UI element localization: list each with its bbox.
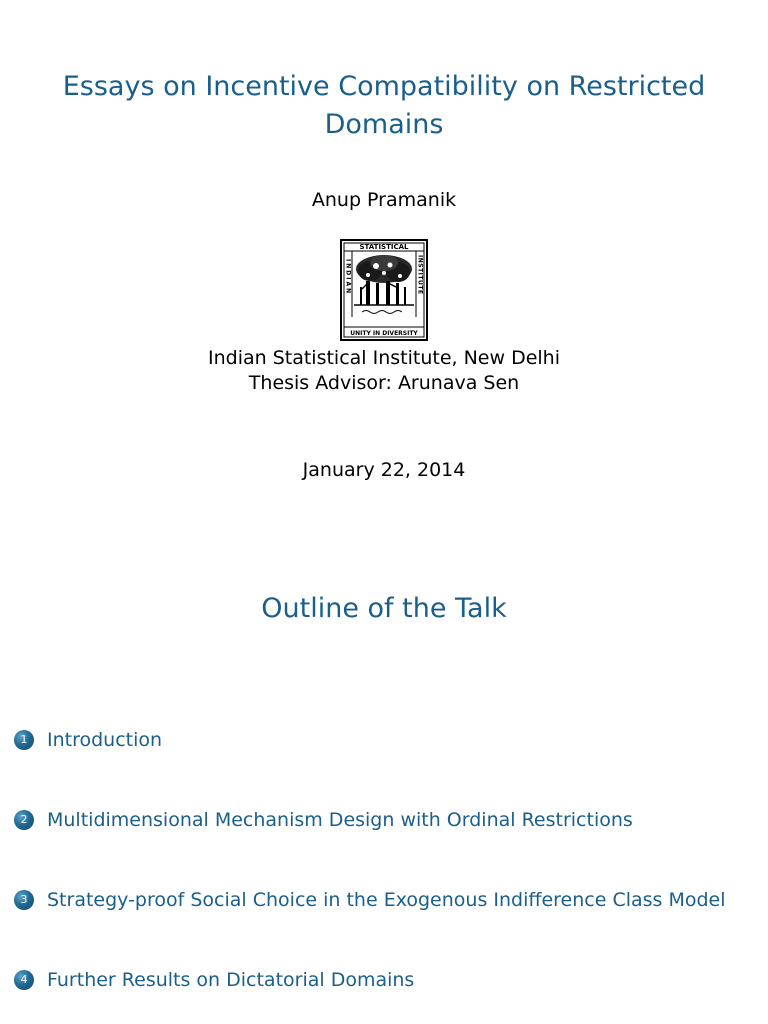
outline-item-label: Multidimensional Mechanism Design with Ordinal Restrictions (47, 809, 633, 831)
outline-item-multidimensional-mechanism[interactable] (14, 807, 633, 833)
outline-item-dictatorial-domains[interactable] (14, 967, 414, 993)
presentation-date: January 22, 2014 (302, 459, 466, 481)
item-number-badge: 3 (14, 890, 34, 910)
logo-left-text: INDIAN (344, 259, 352, 296)
isi-logo (340, 239, 428, 341)
outline-title: Outline of the Talk (261, 593, 507, 624)
author-name: Anup Pramanik (311, 189, 457, 211)
outline-item-introduction[interactable] (14, 727, 162, 753)
outline-item-label: Strategy-proof Social Choice in the Exogenous Indifference Class Model (47, 889, 726, 911)
affiliation-block (0, 346, 768, 396)
affiliation: Indian Statistical Institute, New Delhi (207, 347, 560, 369)
item-number-badge: 4 (14, 970, 34, 990)
slide-title: Essays on Incentive Compatibility on Restricted Domains (62, 71, 706, 140)
thesis-advisor: Thesis Advisor: Arunava Sen (248, 372, 520, 394)
outline-item-label: Introduction (47, 729, 163, 751)
logo-bottom-text: UNITY IN DIVERSITY (350, 330, 418, 337)
logo-top-text: STATISTICAL (359, 243, 409, 251)
outline-item-strategy-proof[interactable] (14, 887, 726, 913)
logo-right-text: INSTITUTE (416, 255, 424, 295)
item-number-badge: 1 (14, 730, 34, 750)
outline-item-label: Further Results on Dictatorial Domains (47, 969, 415, 991)
item-number-badge: 2 (14, 810, 34, 830)
